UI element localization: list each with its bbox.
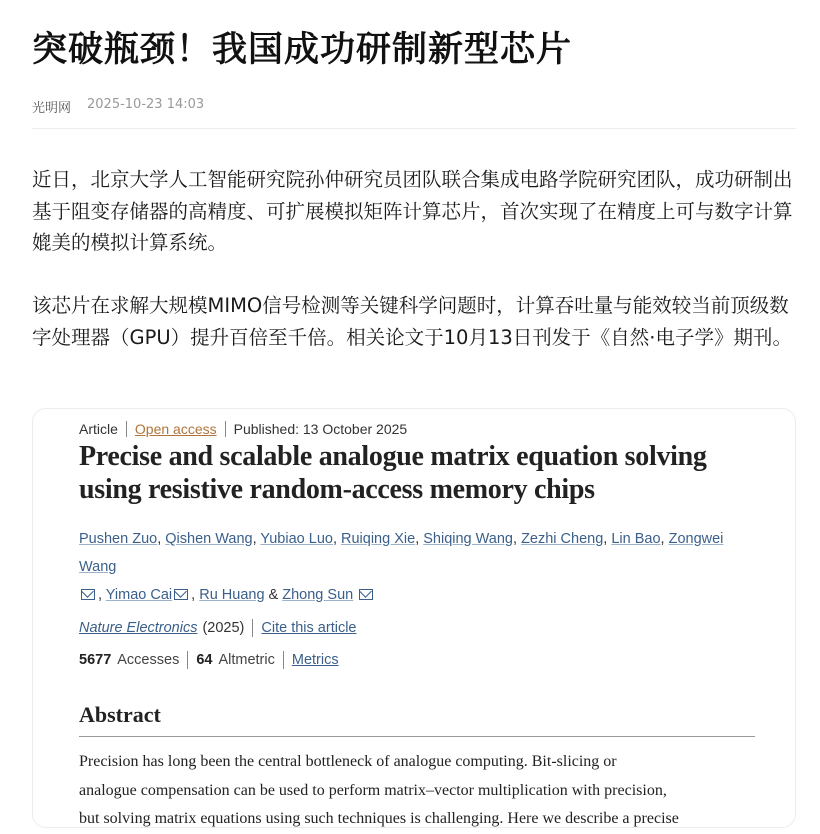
cite-link[interactable]: Cite this article [261,620,357,636]
author-list: Pushen Zuo, Qishen Wang, Yubiao Luo, Ruiqing Xie, Shiqing Wang, Zezhi Cheng, Lin Bao, Zongwei Wang , Yimao Cai , Ru Huang & Zhong Sun [79,531,724,603]
publish-time: 2025-10-23 14:03 [87,97,205,112]
abstract-line: analogue compensation can be used to perform matrix–vector multiplication with precision, [79,781,667,799]
author-link[interactable]: Yimao Cai [105,587,173,603]
author-link[interactable]: Yubiao Luo [260,531,333,547]
published-date: Published: 13 October 2025 [233,421,408,437]
author-link[interactable]: Pushen Zuo [79,531,158,547]
abstract-line: but solving matrix equations using such techniques is challenging. Here we describe a precise [79,810,679,827]
article-type: Article [79,421,118,437]
author-link[interactable]: Ruiqing Xie [341,531,416,547]
divider [32,128,796,129]
separator [126,421,127,437]
metrics-line [79,651,755,669]
separator [252,619,253,637]
author-joiner: & [268,587,279,603]
source-label[interactable]: 光明网 [32,101,72,116]
altmetric-count: 64 [196,652,213,668]
mail-icon[interactable] [359,589,373,600]
paragraph-2: 该芯片在求解大规模MIMO信号检测等关键科学问题时，计算吞吐量与能效较当前顶级数字处理器（GPU）提升百倍至千倍。相关论文于10月13日刊发于《自然·电子学》期刊。 [32,294,792,349]
journal-link[interactable]: Nature Electronics [79,620,198,636]
abstract-line: Precision has long been the central bottleneck of analogue computing. Bit-slicing or [79,753,617,770]
abstract-rule [79,736,755,737]
mail-icon[interactable] [174,589,188,600]
accesses-count: 5677 [79,652,112,668]
journal-year: (2025) [202,620,245,636]
author-link[interactable]: Lin Bao [611,531,661,547]
paragraph-1: 近日，北京大学人工智能研究院孙仲研究员团队联合集成电路学院研究团队，成功研制出基于阻变存储器的高精度、可扩展模拟矩阵计算芯片，首次实现了在精度上可与数字计算媲美的模拟计算系统。 [32,168,793,254]
paper-screenshot-card[interactable] [32,408,796,828]
paper-title: Precise and scalable analogue matrix equation solving using resistive random-access memory chips [79,441,707,505]
journal-line [79,619,755,637]
article-meta [32,97,204,116]
separator [187,651,188,669]
paper-info [79,421,755,834]
metrics-link[interactable]: Metrics [291,652,339,668]
author-link[interactable]: Shiqing Wang [423,531,513,547]
altmetric-label: Altmetric [218,652,275,668]
author-link[interactable]: Zhong Sun [282,587,354,603]
author-link[interactable]: Ru Huang [199,587,265,603]
separator [225,421,226,437]
open-access-link[interactable]: Open access [134,421,217,437]
mail-icon[interactable] [81,589,95,600]
paper-meta [79,421,755,437]
separator [283,651,284,669]
headline: 突破瓶颈！我国成功研制新型芯片 [32,30,573,70]
author-link[interactable]: Qishen Wang [165,531,253,547]
accesses-label: Accesses [117,652,180,668]
author-link[interactable]: Zezhi Cheng [521,531,604,547]
abstract-heading: Abstract [79,702,161,727]
abstract-text [79,748,755,834]
author-link[interactable]: Zongwei Wang [79,531,724,575]
